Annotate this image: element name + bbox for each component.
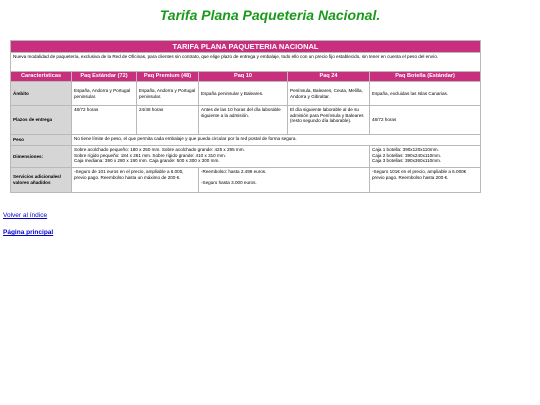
servicios-estandar-premium: -Seguro de 101 euros en el precio, ampliable a 6.000, previo pago. Reembolso hasta un máximo de 200 €. [72,168,199,193]
row-label-plazos: Plazos de entrega [11,106,72,135]
servicios-reembolso: -Reembolso: hasta 2.499 euros. [201,169,267,174]
table-row-dimensiones [11,146,481,168]
dimensiones-botella-line: Caja 3 botellas: 390x360x110mm. [372,158,442,164]
header-paq-botella: Paq Botella (Estándar) [370,72,481,82]
header-caracteristicas: Caracteristicas [11,72,72,82]
ambito-paq24: Península, Baleares, Ceuta, Melilla, Andorra y Gibraltar. [288,82,370,106]
header-paq-estandar: Paq Estándar (72) [72,72,137,82]
table-row-servicios [11,168,481,193]
banner-row [11,41,481,53]
table-row-ambito [11,82,481,106]
dimensiones-botella-line: Caja 2 botellas: 390x240x110mm. [372,152,442,158]
plazos-paq24: El día siguiente laborable al de su admisión para Península y Baleares (resto segundo día laborable). [288,106,370,135]
tarifa-table [10,40,481,193]
ambito-estandar: España, Andorra y Portugal peninsular. [72,82,137,106]
table-row-peso [11,135,481,146]
row-label-ambito: Ámbito [11,82,72,106]
ambito-paq10: España peninsular y Baleares. [199,82,288,106]
dimensiones-line: Sobre acolchado pequeño: 180 x 250 mm. Sobre acolchado grande: 425 x 295 mm. [74,147,245,152]
row-label-servicios: Servicios adicionales/ valores añadidos [11,168,72,193]
header-row [11,72,481,82]
table-intro: Nueva modalidad de paquetería, exclusiva de la Red de Oficinas, para clientes sin contrato, que elige plazo de entrega y embalaje, todo ello con un precio fijo establecido, sin tener en cuenta el peso del envío. [11,53,481,72]
peso-value: No tiene límite de peso, el que permita cada embalaje y que pueda circular por la red postal de forma segura. [72,135,481,146]
ambito-premium: España, Andorra y Portugal peninsular. [137,82,199,106]
ambito-botella: España, excluidas las Islas Canarias. [370,82,481,106]
servicios-paq10-paq24 [199,168,370,193]
plazos-botella: 48/72 horas [370,106,481,135]
header-paq-10: Paq 10 [199,72,288,82]
plazos-paq10: Antes de las 10 horas del día laborable siguiente a la admisión. [199,106,288,135]
servicios-botella: -Seguro 101€ en el precio, ampliable a 6.000€ previo pago. Reembolso hasta 200 €. [370,168,481,193]
dimensiones-botella-line: Caja 1 botella: 390x120x110mm. [372,147,439,152]
row-label-peso: Peso [11,135,72,146]
servicios-seguro: -Seguro hasta 3.000 euros. [201,179,257,185]
dimensiones-sobres-cajas [72,146,370,168]
header-paq-premium: Paq Premium (48) [137,72,199,82]
row-label-dimensiones: Dimensiones: [11,146,72,168]
intro-row [11,53,481,72]
table-row-plazos [11,106,481,135]
main-page-link[interactable]: Página principal [3,229,54,236]
dimensiones-botella [370,146,481,168]
header-paq-24: Paq 24 [288,72,370,82]
page-title: Tarifa Plana Paqueteria Nacional. [159,7,381,23]
plazos-premium: 24/48 horas [137,106,199,135]
table-banner: TARIFA PLANA PAQUETERIA NACIONAL [11,41,481,53]
plazos-estandar: 48/72 horas [72,106,137,135]
dimensiones-line: Sobre rígido pequeño: 184 x 261 mm. Sobre rígido grande: 410 x 310 mm. [74,152,226,158]
dimensiones-line: Caja mediana: 390 x 280 x 190 mm. Caja grande: 500 x 300 x 300 mm. [74,158,220,164]
back-to-index-link[interactable]: Volver al índice [3,212,48,219]
